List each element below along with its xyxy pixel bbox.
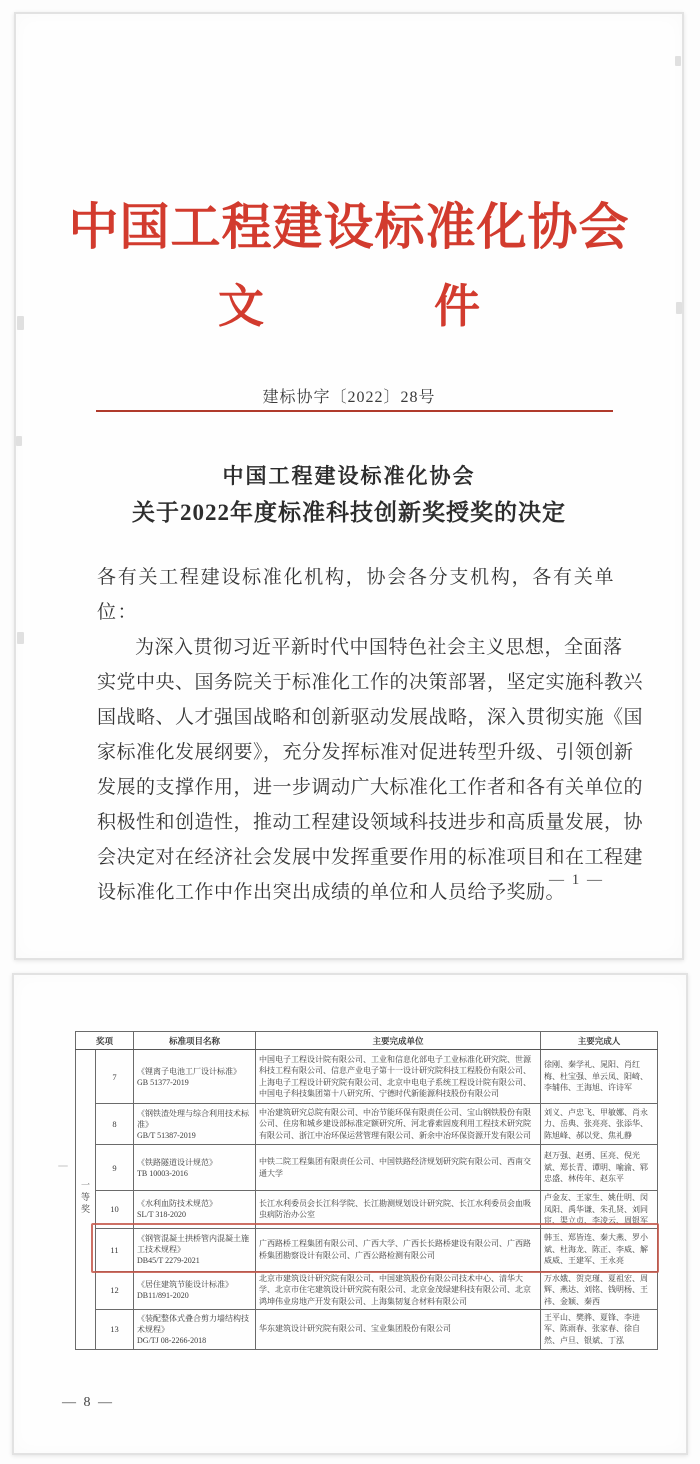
scan-artifact	[676, 302, 682, 314]
scan-artifact	[16, 436, 22, 446]
scan-artifact	[17, 316, 24, 330]
decision-title-line2: 关于2022年度标准科技创新奖授奖的决定	[132, 500, 566, 525]
body-text	[97, 560, 644, 910]
scan-artifact	[17, 632, 24, 644]
page-2	[12, 973, 688, 1455]
standard-code: GB 51377-2019	[137, 1077, 189, 1087]
main-units-cell: 广西路桥工程集团有限公司、广西大学、广西长长路桥建设有限公司、广西路桥集团勘察设计有限公司、广西公路检测有限公司	[256, 1228, 541, 1271]
body-line: 家标准化发展纲要》，充分发挥标准对促进转型升级、引领创新	[97, 742, 634, 763]
page-number-8: — 8 —	[62, 1395, 114, 1410]
row-number: 8	[96, 1104, 134, 1145]
standard-code: GB/T 51387-2019	[137, 1130, 196, 1140]
header-award: 奖项	[76, 1032, 134, 1050]
standard-title: 《锂离子电池工厂设计标准》	[137, 1066, 242, 1076]
standard-title: 《居住建筑节能设计标准》	[137, 1280, 234, 1289]
main-persons-cell: 刘义、卢忠飞、甲敏娜、肖永力、岳典、张亮亮、张添华、陈旭峰、郝以党、焦礼静	[541, 1104, 658, 1145]
main-persons-cell: 赵万强、赵勇、匡亮、倪光斌、郑长青、谭明、喻渝、郓忠盛、林传年、赵东平	[541, 1145, 658, 1191]
table-row	[76, 1271, 658, 1309]
main-persons-cell: 王平山、樊骅、夏锋、李进军、陈雨春、张家春、徐自然、卢旦、银斌、丁泓	[541, 1309, 658, 1349]
standard-name-cell	[134, 1271, 256, 1309]
scan-artifact	[58, 1165, 68, 1167]
header-main-units: 主要完成单位	[256, 1032, 541, 1050]
doc-word-right: 件	[434, 281, 480, 332]
page-1	[14, 12, 684, 960]
row-number: 11	[96, 1228, 134, 1271]
main-units-cell: 长江水利委员会长江科学院、长江勘测规划设计研究院、长江水利委员会血吸虫病防治办公室	[256, 1191, 541, 1229]
row-number: 9	[96, 1145, 134, 1191]
main-persons-cell: 万水娥、贺克瑾、夏祖宏、周辉、燕达、刘铭、钱明杨、王祎、金颖、秦西	[541, 1271, 658, 1309]
standard-code: DB45/T 2279-2021	[137, 1256, 200, 1265]
doc-word-left: 文	[218, 281, 264, 332]
body-line: 为深入贯彻习近平新时代中国特色社会主义思想，全面落	[135, 637, 623, 658]
doc-word	[16, 281, 682, 332]
main-persons-cell: 韩玉、郑皆连、秦大燕、罗小斌、杜海龙、陈正、李威、解威威、王建军、王永亮	[541, 1228, 658, 1271]
header-main-persons: 主要完成人	[541, 1032, 658, 1050]
table-header-row	[76, 1032, 658, 1050]
standard-name-cell	[134, 1104, 256, 1145]
main-persons-cell: 卢金友、王家生、姚仕明、闵凤阳、禹华谦、朱孔贤、刘同宦、渠立贞、李凌云、周银军	[541, 1191, 658, 1229]
red-divider-line	[96, 410, 613, 412]
standard-code: TB 10003-2016	[137, 1168, 188, 1178]
body-line: 国战略、人才强国战略和创新驱动发展战略，深入贯彻实施《国	[97, 707, 644, 728]
table-row	[76, 1145, 658, 1191]
row-number: 7	[96, 1050, 134, 1104]
standard-name-cell	[134, 1050, 256, 1104]
salutation-line: 各有关工程建设标准化机构，协会各分支机构，各有关单位：	[97, 567, 615, 623]
main-persons-cell: 徐刚、秦学礼、晁阳、肖红梅、杜宝强、单云凤、阳崎、李辅伟、王海旭、许诗军	[541, 1050, 658, 1104]
body-line: 积极性和创造性，推动工程建设领域科技进步和高质量发展，协	[97, 812, 644, 833]
standard-title: 《钢管混凝土拱桥管内混凝土施工技术规程》	[137, 1234, 250, 1254]
award-category-label: 一等奖	[80, 1180, 90, 1217]
row-number: 12	[96, 1271, 134, 1309]
standard-title: 《装配整体式叠合剪力墙结构技术规程》	[137, 1313, 250, 1334]
standard-code: DG/TJ 08-2266-2018	[137, 1335, 207, 1345]
header-standard-name: 标准项目名称	[134, 1032, 256, 1050]
standard-name-cell	[134, 1309, 256, 1349]
table-row-highlighted	[76, 1228, 658, 1271]
org-title: 中国工程建设标准化协会	[68, 199, 630, 255]
main-units-cell: 华东建筑设计研究院有限公司、宝业集团股份有限公司	[256, 1309, 541, 1349]
row-number: 10	[96, 1191, 134, 1229]
body-line: 发展的支撑作用，进一步调动广大标准化工作者和各有关单位的	[97, 777, 644, 798]
scan-artifact	[675, 56, 681, 66]
main-units-cell: 中铁二院工程集团有限责任公司、中国铁路经济规划研究院有限公司、西南交通大学	[256, 1145, 541, 1191]
table-row	[76, 1104, 658, 1145]
main-units-cell: 中国电子工程设计院有限公司、工业和信息化部电子工业标准化研究院、世源科技工程有限公司、信息产业电子第十一设计研究院科技工程股份有限公司、上海电子工程设计研究院有限公司、北京中电电子系统工程设计院有限公司、中国电子科技集团第十八研究所、宁德时代新能源科技股份有限公司	[256, 1050, 541, 1104]
standard-title: 《水利血防技术规范》	[137, 1199, 218, 1209]
table-row	[76, 1050, 658, 1104]
decision-title-line1: 中国工程建设标准化协会	[222, 464, 476, 488]
doc-number: 建标协字〔2022〕28号	[262, 389, 436, 406]
standard-name-cell	[134, 1228, 256, 1271]
table-row	[76, 1309, 658, 1349]
award-table	[75, 1031, 658, 1350]
award-category-cell	[76, 1050, 96, 1350]
body-line: 会决定对在经济社会发展中发挥重要作用的标准项目和在工程建	[97, 847, 644, 868]
standard-name-cell	[134, 1145, 256, 1191]
table-row	[76, 1191, 658, 1229]
standard-title: 《钢铁渣处理与综合利用技术标准》	[137, 1108, 250, 1129]
page-number-1: — 1 —	[549, 872, 604, 888]
standard-title: 《铁路隧道设计规范》	[137, 1157, 218, 1167]
standard-code: SL/T 318-2020	[137, 1210, 186, 1220]
standard-code: DB11/891-2020	[137, 1291, 189, 1300]
main-units-cell: 中冶建筑研究总院有限公司、中冶节能环保有限责任公司、宝山钢铁股份有限公司、住房和城乡建设部标准定额研究所、河北睿索固废利用工程技术研究院有限公司、浙江中冶环保运营管理有限公司、新余中冶环保资源开发有限公司	[256, 1104, 541, 1145]
standard-name-cell	[134, 1191, 256, 1229]
main-units-cell: 北京市建筑设计研究院有限公司、中国建筑股份有限公司技术中心、清华大学、北京市住宅建筑设计研究院有限公司、北京金茂绿建科技有限公司、北京鸿坤伟业房地产开发有限公司、上海集韧复合材料有限公司	[256, 1271, 541, 1309]
body-line: 设标准化工作中作出突出成绩的单位和人员给予奖励。	[97, 882, 566, 903]
body-line: 实党中央、国务院关于标准化工作的决策部署，坚定实施科教兴	[97, 672, 644, 693]
row-number: 13	[96, 1309, 134, 1349]
